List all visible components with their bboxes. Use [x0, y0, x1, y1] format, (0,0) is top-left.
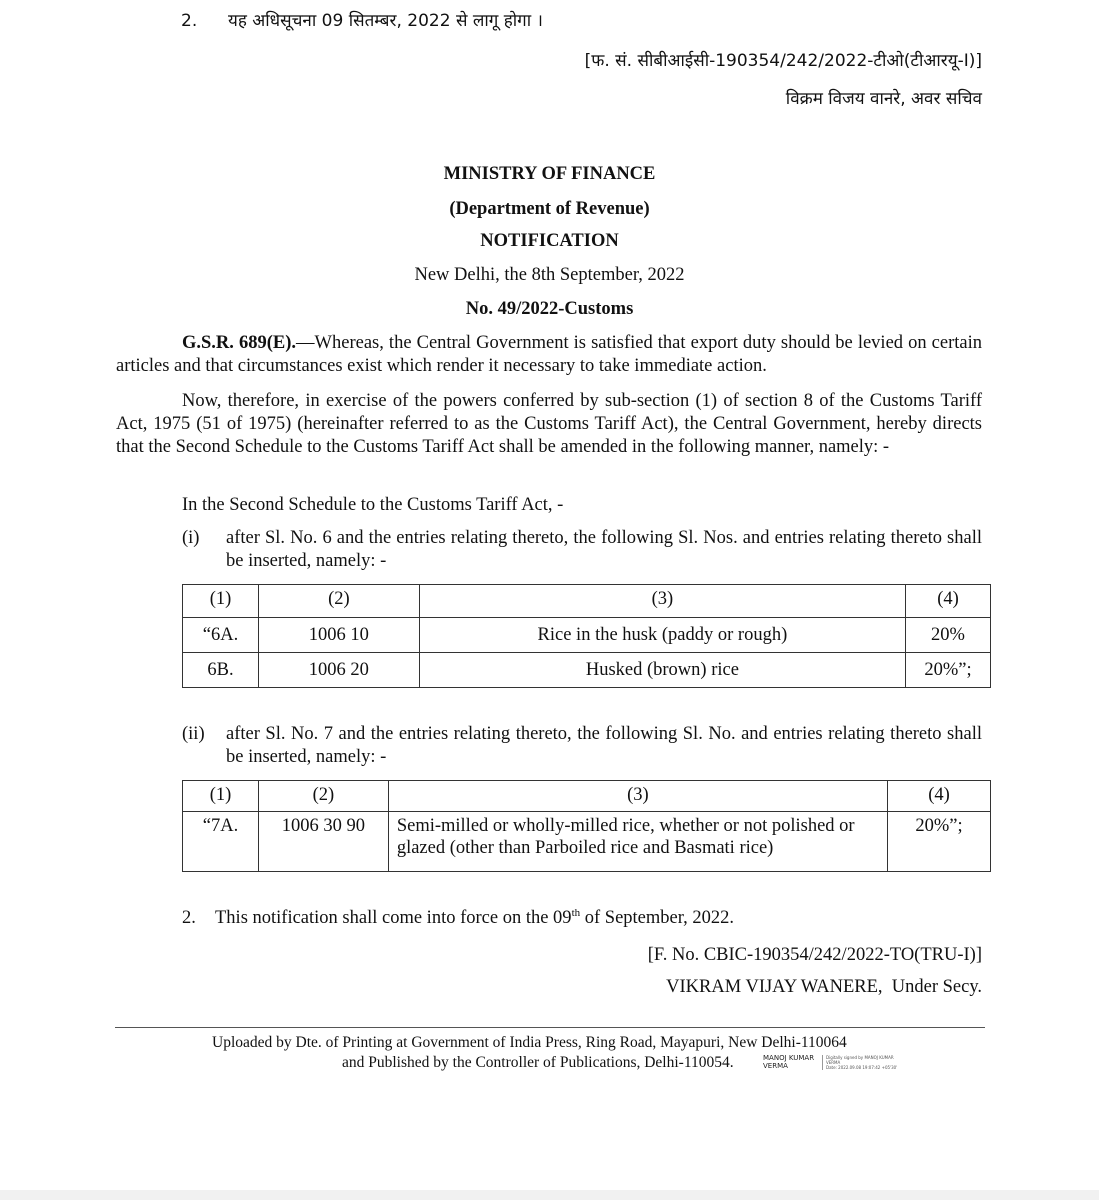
hindi-signatory: विक्रम विजय वानरे, अवर सचिव [785, 89, 982, 109]
table-header-cell: (1) [183, 781, 259, 812]
tariff-item-cell: 1006 10 [258, 618, 419, 653]
schedule-intro: In the Second Schedule to the Customs Tariff Act, - [182, 495, 564, 515]
table-header-cell: (2) [258, 781, 388, 812]
amendment-ii-text: after Sl. No. 7 and the entries relating thereto, the following Sl. No. and entries relating thereto shall be inserted, namely: - [226, 724, 982, 767]
table-header-row [183, 585, 991, 618]
digital-signature-details [822, 1055, 897, 1070]
table-header-cell: (4) [888, 781, 991, 812]
table-header-cell: (4) [906, 585, 991, 618]
schedule-table-ii [182, 780, 991, 872]
hindi-para-text: यह अधिसूचना 09 सितम्बर, 2022 से लागू होगा । [228, 11, 543, 31]
table-row [183, 812, 991, 872]
force-text-before: This notification shall come into force on the 09 [215, 908, 572, 928]
sig-name-line: VERMA [763, 1062, 788, 1070]
closing-para-number: 2. [182, 908, 196, 928]
force-sup: th [571, 906, 581, 919]
english-file-no: [F. No. CBIC-190354/242/2022-TO(TRU-I)] [647, 945, 982, 965]
description-cell: Rice in the husk (paddy or rough) [419, 618, 905, 653]
department-heading: (Department of Revenue) [449, 199, 650, 219]
gsr-text: —Whereas, the Central Government is satisfied that export duty should be levied on certain articles and that circumstances exist which render it necessary to take immediate action. [116, 333, 982, 376]
notification-number: No. 49/2022-Customs [465, 299, 634, 319]
amendment-ii-marker: (ii) [182, 724, 205, 744]
force-text-after: of September, 2022. [580, 908, 735, 928]
notification-heading: NOTIFICATION [480, 231, 619, 251]
sl-no-cell: “6A. [183, 618, 259, 653]
footer-line-1: Uploaded by Dte. of Printing at Government of India Press, Ring Road, Mayapuri, New Delhi-110064 [212, 1034, 847, 1051]
force-date-paragraph [215, 907, 734, 930]
digital-signature-name [763, 1054, 814, 1070]
table-header-row [183, 781, 991, 812]
ministry-heading: MINISTRY OF FINANCE [443, 164, 656, 184]
page-bottom-edge [0, 1190, 1099, 1200]
place-date: New Delhi, the 8th September, 2022 [414, 265, 685, 285]
now-therefore-paragraph: Now, therefore, in exercise of the powers conferred by sub-section (1) of section 8 of the Customs Tariff Act, 1975 (51 of 1975) (hereinafter referred to as the Customs Tariff Act), the Central Government, hereby directs that the Second Schedule to the Customs Tariff Act shall be amended in the following manner, namely: - [116, 391, 982, 457]
footer-divider [115, 1027, 985, 1028]
description-cell: Semi-milled or wholly-milled rice, whether or not polished or glazed (other than Parboiled rice and Basmati rice) [388, 812, 887, 872]
description-cell: Husked (brown) rice [419, 653, 905, 688]
table-header-cell: (1) [183, 585, 259, 618]
amendment-i-marker: (i) [182, 528, 200, 548]
hindi-file-no: [फ. सं. सीबीआईसी-190354/242/2022-टीओ(टीआरयू-I)] [584, 51, 982, 71]
tariff-item-cell: 1006 30 90 [258, 812, 388, 872]
hindi-para-number: 2. [181, 11, 198, 31]
rate-cell: 20%”; [888, 812, 991, 872]
english-signatory: VIKRAM VIJAY WANERE, Under Secy. [666, 977, 982, 997]
sig-detail-line: Digitally signed by MANOJ KUMAR [826, 1055, 894, 1060]
rate-cell: 20% [906, 618, 991, 653]
gsr-paragraph [116, 332, 982, 378]
gsr-label: G.S.R. 689(E). [182, 333, 297, 353]
table-header-cell: (3) [388, 781, 887, 812]
footer-line-2: and Published by the Controller of Publications, Delhi-110054. [342, 1054, 734, 1071]
table-header-cell: (3) [419, 585, 905, 618]
table-header-cell: (2) [258, 585, 419, 618]
sl-no-cell: 6B. [183, 653, 259, 688]
tariff-item-cell: 1006 20 [258, 653, 419, 688]
sl-no-cell: “7A. [183, 812, 259, 872]
rate-cell: 20%”; [906, 653, 991, 688]
schedule-table-i [182, 584, 991, 688]
table-row [183, 618, 991, 653]
sig-name-line: MANOJ KUMAR [763, 1054, 815, 1062]
table-row [183, 653, 991, 688]
amendment-i-text: after Sl. No. 6 and the entries relating thereto, the following Sl. Nos. and entries relating thereto shall be inserted, namely: - [226, 528, 982, 571]
sig-detail-line: VERMA [826, 1060, 841, 1065]
sig-detail-line: Date: 2022.09.08 19:07:42 +05'30' [826, 1065, 898, 1070]
